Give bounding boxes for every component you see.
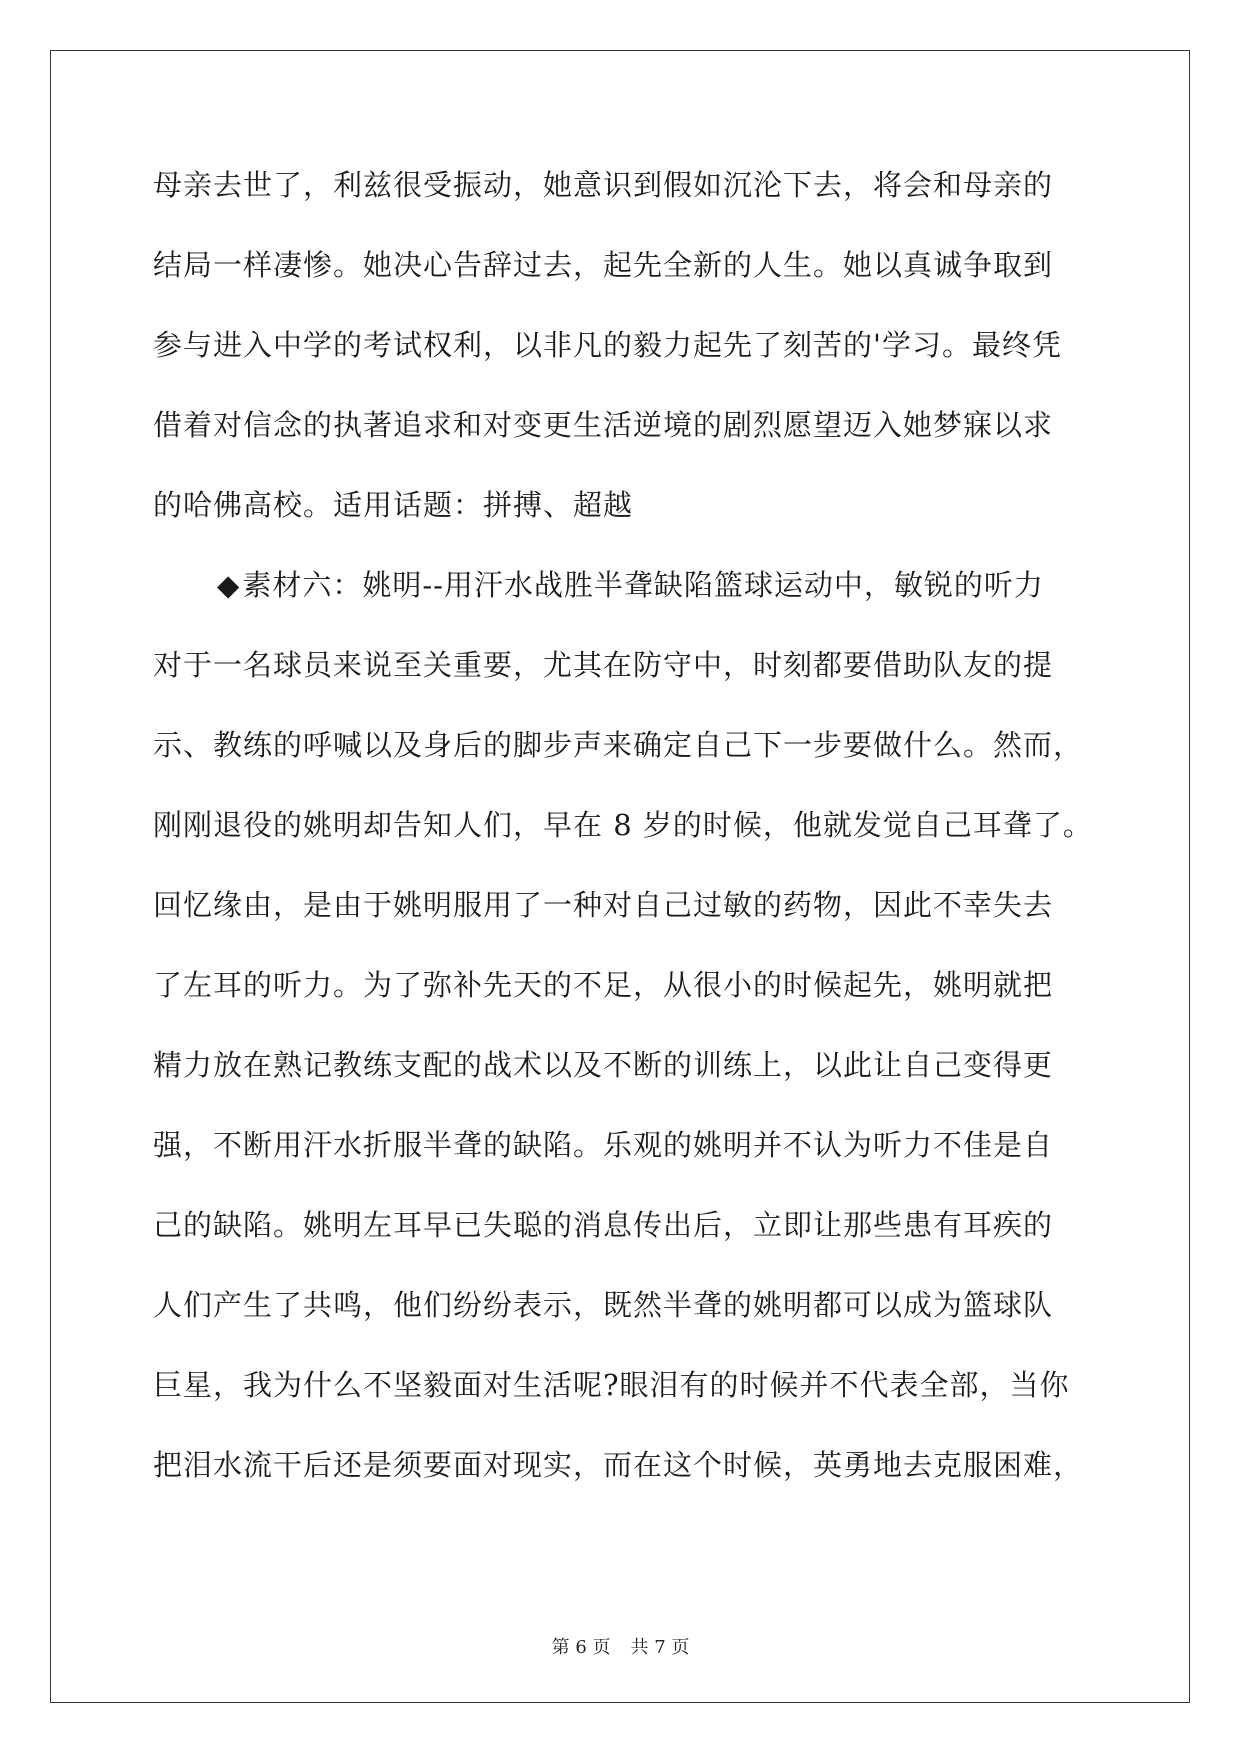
text-line: 把泪水流干后还是须要面对现实，而在这个时候，英勇地去克服困难，: [153, 1448, 1084, 1482]
text-line: 借着对信念的执著追求和对变更生活逆境的剧烈愿望迈入她梦寐以求: [153, 408, 1054, 442]
text-line: 强，不断用汗水折服半聋的缺陷。乐观的姚明并不认为听力不佳是自: [153, 1128, 1054, 1162]
text-line: 素材六：姚明--用汗水战胜半聋缺陷篮球运动中，敏锐的听力: [242, 568, 1044, 602]
page-total: 共 7 页: [630, 1637, 690, 1658]
text-line: 巨星，我为什么不坚毅面对生活呢?眼泪有的时候并不代表全部，当你: [153, 1368, 1070, 1402]
text-line: 精力放在熟记教练支配的战术以及不断的训练上，以此让自己变得更: [153, 1048, 1054, 1082]
text-line: 结局一样凄惨。她决心告辞过去，起先全新的人生。她以真诚争取到: [153, 248, 1054, 282]
text-line: 的哈佛高校。适用话题：拼搏、超越: [153, 488, 634, 522]
text-line: 了左耳的听力。为了弥补先天的不足，从很小的时候起先，姚明就把: [153, 968, 1054, 1002]
text-line: 己的缺陷。姚明左耳早已失聪的消息传出后，立即让那些患有耳疾的: [153, 1208, 1054, 1242]
text-line: 回忆缘由，是由于姚明服用了一种对自己过敏的药物，因此不幸失去: [153, 888, 1054, 922]
text-line: 人们产生了共鸣，他们纷纷表示，既然半聋的姚明都可以成为篮球队: [153, 1288, 1054, 1322]
page-number: 第 6 页: [551, 1637, 611, 1658]
paragraph-start-line: [153, 565, 1093, 645]
diamond-bullet-icon: ◆: [217, 568, 241, 602]
text-line: 示、教练的呼喊以及身后的脚步声来确定自己下一步要做什么。然而，: [153, 728, 1084, 762]
document-body: [153, 165, 1093, 1525]
text-line: 刚刚退役的姚明却告知人们，早在 8 岁的时候，他就发觉自己耳聋了。: [153, 808, 1093, 842]
text-line: 对于一名球员来说至关重要，尤其在防守中，时刻都要借助队友的提: [153, 648, 1054, 682]
text-line: 母亲去世了，利兹很受振动，她意识到假如沉沦下去，将会和母亲的: [153, 168, 1054, 202]
text-line: 参与进入中学的考试权利，以非凡的毅力起先了刻苦的'学习。最终凭: [153, 328, 1062, 362]
page-footer: [0, 1633, 1241, 1659]
